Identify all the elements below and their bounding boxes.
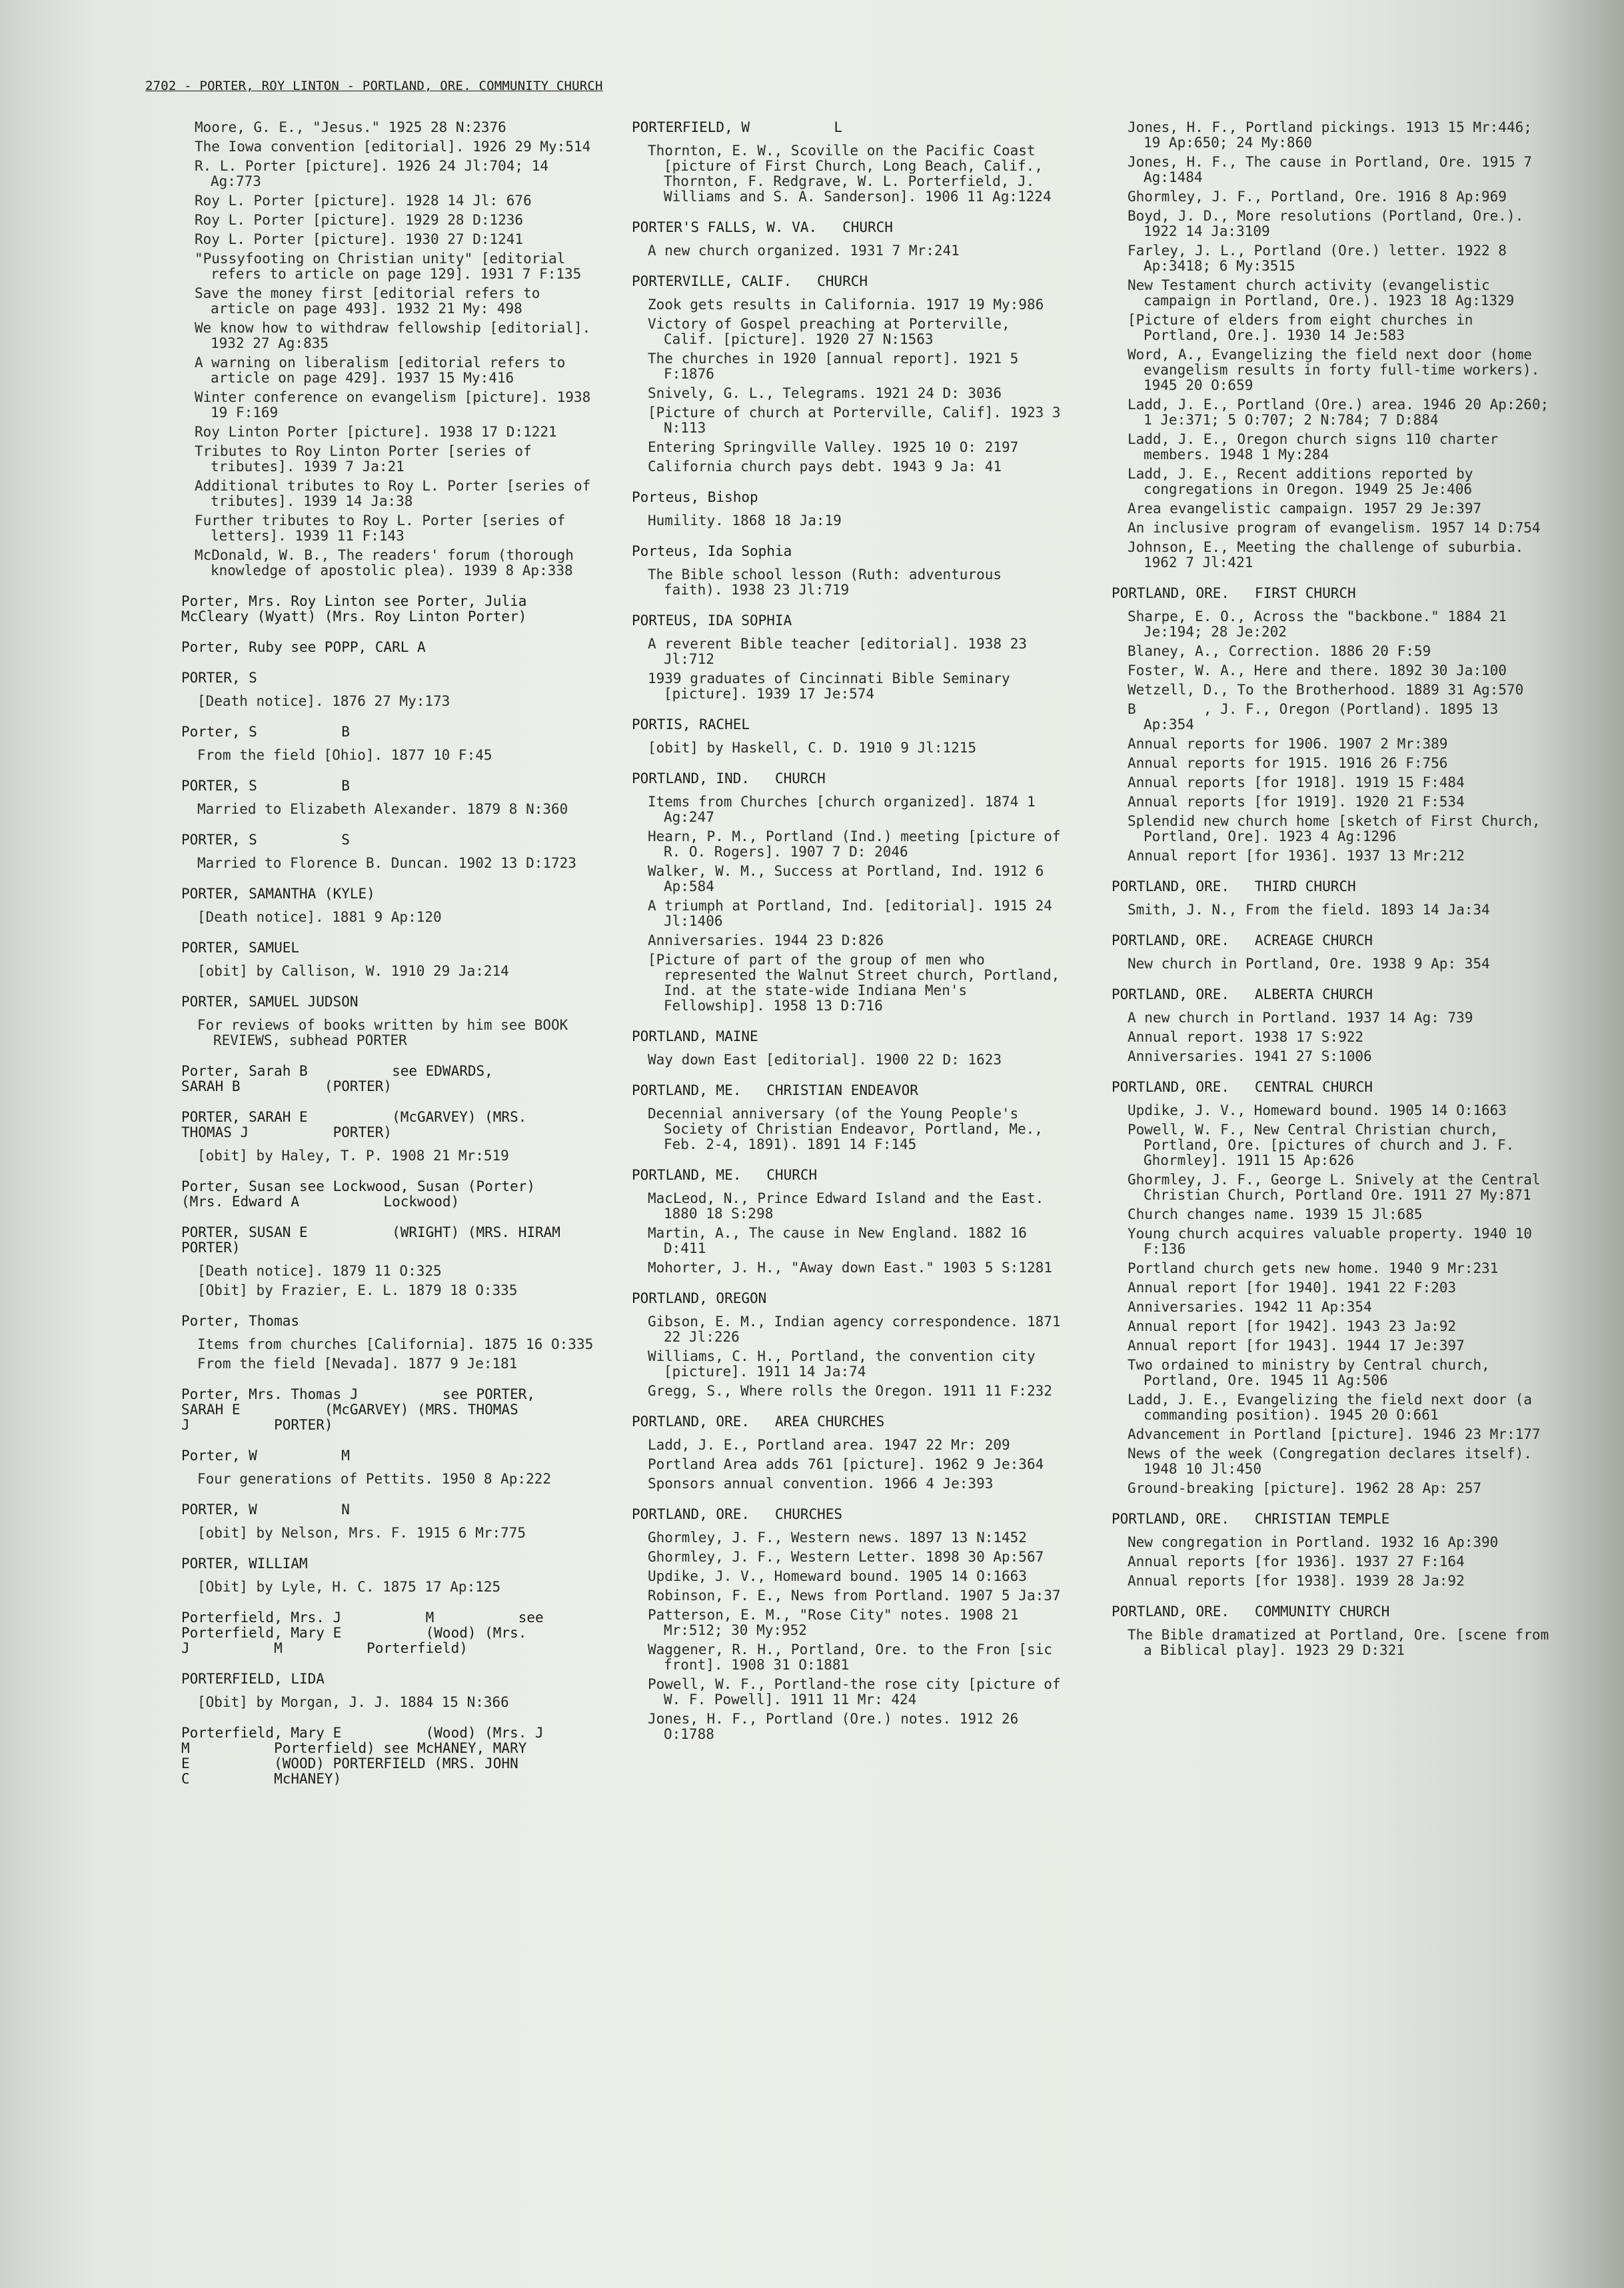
index-section xyxy=(632,1083,1065,1152)
index-entry: A new church organized. 1931 7 Mr:241 xyxy=(648,243,960,259)
index-entry: Ladd, J. E., Portland (Ore.) area. 1946 20 Ap:260; 1 Je:371; 5 O:707; 2 N:784; 7 D:884 xyxy=(1128,397,1557,428)
index-entry: Annual reports for 1906. 1907 2 Mr:389 xyxy=(1128,736,1448,752)
index-entry: The Bible school lesson (Ruth: adventurous faith). 1938 23 Jl:719 xyxy=(648,567,1010,598)
index-heading: PORTLAND, ORE. FIRST CHURCH xyxy=(1112,585,1356,601)
index-section xyxy=(1112,933,1551,972)
index-entry: The Bible dramatized at Portland, Ore. [scene from a Biblical play]. 1923 29 D:321 xyxy=(1128,1627,1557,1658)
index-heading: PORTERFIELD, LIDA xyxy=(181,1671,325,1687)
index-heading: Porter, W M xyxy=(181,1448,350,1464)
index-entry: Updike, J. V., Homeward bound. 1905 14 O:1663 xyxy=(648,1568,1027,1584)
index-entry: New Testament church activity (evangelistic campaign in Portland, Ore.). 1923 18 Ag:1329 xyxy=(1128,277,1515,309)
index-entry: "Pussyfooting on Christian unity" [editorial refers to article on page 129]. 1931 7 F:135 xyxy=(195,251,582,282)
index-heading: PORTER, S S xyxy=(181,832,350,848)
index-section xyxy=(181,670,594,709)
index-heading: PORTLAND, ORE. THIRD CHURCH xyxy=(1112,878,1356,894)
index-section xyxy=(1112,879,1551,918)
index-entry: A reverent Bible teacher [editorial]. 1938 23 Jl:712 xyxy=(648,636,1036,667)
index-entry: Portland church gets new home. 1940 9 Mr:231 xyxy=(1128,1260,1499,1276)
index-heading: Porterfield, Mrs. J M see Porterfield, Mary E (Wood) (Mrs. J M Porterfield) xyxy=(181,1610,544,1656)
index-entry: Roy L. Porter [picture]. 1928 14 Jl: 676 xyxy=(195,193,532,209)
index-entry: The Iowa convention [editorial]. 1926 29 My:514 xyxy=(195,139,591,155)
index-entry: Ground-breaking [picture]. 1962 28 Ap: 257 xyxy=(1128,1480,1482,1496)
index-entry: Annual reports [for 1918]. 1919 15 F:484 xyxy=(1128,774,1465,790)
index-entry: [Picture of part of the group of men who represented the Walnut Street church, Portland, Ind. at the state-wide Indiana Men's Fellowship]. 1958 13 D:716 xyxy=(648,952,1068,1014)
index-entry: [Death notice]. 1879 11 O:325 xyxy=(197,1263,442,1279)
index-entry: California church pays debt. 1943 9 Ja: 41 xyxy=(648,459,1002,475)
index-heading: Porter, Mrs. Roy Linton see Porter, Julia McCleary (Wyatt) (Mrs. Roy Linton Porter) xyxy=(181,593,536,624)
index-section xyxy=(1112,1080,1551,1496)
index-section xyxy=(181,119,599,578)
index-entry: Sponsors annual convention. 1966 4 Je:393 xyxy=(648,1476,994,1492)
index-entry: Hearn, P. M., Portland (Ind.) meeting [picture of R. O. Rogers]. 1907 7 D: 2046 xyxy=(648,828,1070,860)
index-heading: PORTER, W N xyxy=(181,1502,350,1518)
index-entry: Williams, C. H., Portland, the convention city [picture]. 1911 14 Ja:74 xyxy=(648,1348,1044,1380)
index-heading: PORTLAND, ORE. CENTRAL CHURCH xyxy=(1112,1079,1373,1095)
index-entry: Martin, A., The cause in New England. 1882 16 D:411 xyxy=(648,1225,1036,1256)
index-heading: PORTER, S xyxy=(181,670,257,686)
index-section xyxy=(632,273,1070,475)
index-entry: Items from churches [California]. 1875 16 O:335 xyxy=(197,1336,594,1352)
index-heading: Porteus, Bishop xyxy=(632,489,758,505)
index-entry: Humility. 1868 18 Ja:19 xyxy=(648,513,842,529)
index-entry: The churches in 1920 [annual report]. 1921 5 F:1876 xyxy=(648,351,1027,382)
index-entry: Annual report [for 1942]. 1943 23 Ja:92 xyxy=(1128,1318,1457,1334)
index-entry: Foster, W. A., Here and there. 1892 30 Ja:100 xyxy=(1128,662,1507,678)
index-heading: PORTLAND, OREGON xyxy=(632,1290,767,1306)
index-entry: Wetzell, D., To the Brotherhood. 1889 31 Ag:570 xyxy=(1128,682,1524,698)
index-entry: Annual reports [for 1938]. 1939 28 Ja:92 xyxy=(1128,1573,1465,1589)
index-heading: Porter, Sarah B see EDWARDS, SARAH B (PORTER) xyxy=(181,1063,493,1094)
index-section xyxy=(181,640,594,655)
index-heading: PORTLAND, ORE. CHRISTIAN TEMPLE xyxy=(1112,1511,1390,1527)
index-section xyxy=(632,1414,1065,1492)
index-entry: Powell, W. F., Portland-the rose city [picture of W. F. Powell]. 1911 11 Mr: 424 xyxy=(648,1676,1070,1708)
column-1 xyxy=(181,119,599,1802)
index-entry: Ladd, J. E., Portland area. 1947 22 Mr: 209 xyxy=(648,1437,1010,1453)
index-entry: Decennial anniversary (of the Young People's Society of Christian Endeavor, Portland, Me., Feb. 2-4, 1891). 1891 14 F:145 xyxy=(648,1106,1052,1152)
index-entry: Anniversaries. 1944 23 D:826 xyxy=(648,932,884,948)
index-entry: MacLeod, N., Prince Edward Island and the East. 1880 18 S:298 xyxy=(648,1190,1052,1222)
index-entry: Two ordained to ministry by Central church, Portland, Ore. 1945 11 Ag:506 xyxy=(1128,1357,1499,1388)
index-entry: Ghormley, J. F., Western Letter. 1898 30 Ap:567 xyxy=(648,1549,1044,1565)
index-entry: Mohorter, J. H., "Away down East." 1903 5 S:1281 xyxy=(648,1260,1052,1276)
index-heading: PORTER, SUSAN E (WRIGHT) (MRS. HIRAM PORTER) xyxy=(181,1224,560,1256)
column-2 xyxy=(632,119,1070,1757)
index-heading: PORTLAND, ORE. COMMUNITY CHURCH xyxy=(1112,1604,1390,1620)
index-section xyxy=(632,613,1065,702)
index-entry: Zook gets results in California. 1917 19 My:986 xyxy=(648,297,1044,313)
index-heading: PORTLAND, MAINE xyxy=(632,1028,758,1044)
index-entry: From the field [Ohio]. 1877 10 F:45 xyxy=(197,747,492,763)
index-entry: Thornton, E. W., Scoville on the Pacific Coast [picture of First Church, Long Beach, Calif., Thornton, F. Redgrave, W. L. Porterfield, J. Williams and S. A. Sanderson]. 1906 11 Ag:1224 xyxy=(648,143,1052,205)
index-entry: Anniversaries. 1941 27 S:1006 xyxy=(1128,1048,1372,1064)
index-section xyxy=(632,220,1065,259)
index-entry: Annual reports [for 1919]. 1920 21 F:534 xyxy=(1128,794,1465,810)
index-heading: PORTLAND, ORE. ACREAGE CHURCH xyxy=(1112,932,1373,948)
index-entry: 1939 graduates of Cincinnati Bible Seminary [picture]. 1939 17 Je:574 xyxy=(648,670,1019,702)
index-entry: [Obit] by Morgan, J. J. 1884 15 N:366 xyxy=(197,1694,509,1710)
index-entry: Johnson, E., Meeting the challenge of suburbia. 1962 7 Jl:421 xyxy=(1128,539,1532,571)
index-entry: Annual report [for 1940]. 1941 22 F:203 xyxy=(1128,1280,1457,1296)
index-heading: PORTIS, RACHEL xyxy=(632,716,750,732)
index-entry: Gregg, S., Where rolls the Oregon. 1911 11 F:232 xyxy=(648,1383,1052,1399)
index-heading: PORTER, SAMANTHA (KYLE) xyxy=(181,886,375,902)
index-section xyxy=(632,1029,1065,1068)
index-entry: A warning on liberalism [editorial refers to article on page 429]. 1937 15 My:416 xyxy=(195,355,574,386)
index-entry: Entering Springville Valley. 1925 10 O: 2197 xyxy=(648,439,1019,455)
index-section xyxy=(181,886,594,925)
index-heading: PORTER, S B xyxy=(181,778,350,794)
index-entry: Church changes name. 1939 15 Jl:685 xyxy=(1128,1206,1423,1222)
index-section xyxy=(1112,1604,1557,1658)
index-section xyxy=(181,1448,594,1487)
index-heading: PORTERVILLE, CALIF. CHURCH xyxy=(632,273,868,289)
index-heading: PORTLAND, IND. CHURCH xyxy=(632,770,826,786)
index-heading: PORTER, SARAH E (McGARVEY) (MRS. THOMAS J PORTER) xyxy=(181,1109,527,1140)
index-section xyxy=(181,1179,594,1210)
index-entry: Blaney, A., Correction. 1886 20 F:59 xyxy=(1128,643,1431,659)
index-entry: [obit] by Nelson, Mrs. F. 1915 6 Mr:775 xyxy=(197,1525,526,1541)
index-entry: Boyd, J. D., More resolutions (Portland, Ore.). 1922 14 Ja:3109 xyxy=(1128,208,1532,239)
index-entry: Annual report [for 1943]. 1944 17 Je:397 xyxy=(1128,1338,1465,1354)
index-entry: [Obit] by Frazier, E. L. 1879 18 O:335 xyxy=(197,1282,518,1298)
index-entry: Tributes to Roy Linton Porter [series of tributes]. 1939 7 Ja:21 xyxy=(195,443,540,475)
index-heading: Porter, Thomas xyxy=(181,1313,300,1329)
index-entry: Robinson, F. E., News from Portland. 1907 5 Ja:37 xyxy=(648,1588,1061,1604)
index-entry: New congregation in Portland. 1932 16 Ap:390 xyxy=(1128,1534,1499,1550)
index-entry: Married to Elizabeth Alexander. 1879 8 N:360 xyxy=(197,801,568,817)
index-entry: Patterson, E. M., "Rose City" notes. 1908 21 Mr:512; 30 My:952 xyxy=(648,1607,1027,1638)
index-entry: Save the money first [editorial refers to article on page 493]. 1932 21 My: 498 xyxy=(195,285,549,317)
index-section xyxy=(632,490,1065,529)
index-entry: Young church acquires valuable property. 1940 10 F:136 xyxy=(1128,1226,1541,1257)
index-entry: Word, A., Evangelizing the field next door (home evangelism results in forty full-time workers). 1945 20 O:659 xyxy=(1128,347,1548,393)
index-entry: Jones, H. F., The cause in Portland, Ore. 1915 7 Ag:1484 xyxy=(1128,154,1541,185)
index-entry: Annual report [for 1936]. 1937 13 Mr:212 xyxy=(1128,848,1465,864)
index-entry: [Picture of elders from eight churches in Portland, Ore.]. 1930 14 Je:583 xyxy=(1128,312,1482,343)
index-entry: Powell, W. F., New Central Christian church, Portland, Ore. [pictures of church and J. F. Ghormley]. 1911 15 Ap:626 xyxy=(1128,1122,1523,1168)
index-entry: Advancement in Portland [picture]. 1946 23 Mr:177 xyxy=(1128,1426,1541,1442)
index-section xyxy=(632,1290,1070,1399)
index-section xyxy=(181,594,594,624)
index-entry: Additional tributes to Roy L. Porter [series of tributes]. 1939 14 Ja:38 xyxy=(195,478,599,509)
index-entry: Annual report. 1938 17 S:922 xyxy=(1128,1029,1364,1045)
index-section xyxy=(181,1225,594,1298)
index-entry: Splendid new church home [sketch of First Church, Portland, Ore]. 1923 4 Ag:1296 xyxy=(1128,813,1549,844)
index-section xyxy=(181,994,594,1048)
index-entry: [Picture of church at Porterville, Calif]. 1923 3 N:113 xyxy=(648,405,1070,436)
index-section xyxy=(181,940,594,979)
index-entry: Roy L. Porter [picture]. 1929 28 D:1236 xyxy=(195,212,524,228)
index-entry: For reviews of books written by him see BOOK REVIEWS, subhead PORTER xyxy=(197,1017,576,1048)
index-entry: Snively, G. L., Telegrams. 1921 24 D: 3036 xyxy=(648,385,1002,401)
index-entry: Victory of Gospel preaching at Porterville, Calif. [picture]. 1920 27 N:1563 xyxy=(648,316,1019,347)
index-section xyxy=(632,544,1065,598)
index-section xyxy=(181,1314,594,1372)
index-heading: Porter, Mrs. Thomas J see PORTER, SARAH E (McGARVEY) (MRS. THOMAS J PORTER) xyxy=(181,1386,536,1433)
index-entry: Jones, H. F., Portland (Ore.) notes. 1912 26 O:1788 xyxy=(648,1711,1027,1742)
index-heading: PORTLAND, ME. CHRISTIAN ENDEAVOR xyxy=(632,1082,918,1098)
running-head: 2702 - PORTER, ROY LINTON - PORTLAND, ORE. COMMUNITY CHURCH xyxy=(145,79,603,93)
index-entry: Gibson, E. M., Indian agency correspondence. 1871 22 Jl:226 xyxy=(648,1314,1070,1345)
index-heading: Porter, S B xyxy=(181,724,350,740)
index-section xyxy=(181,1725,594,1787)
index-heading: Porterfield, Mary E (Wood) (Mrs. J M Porterfield) see McHANEY, MARY E (WOOD) PORTERFIELD (MRS. JOHN C McHANEY) xyxy=(181,1725,544,1787)
index-entry: Updike, J. V., Homeward bound. 1905 14 O:1663 xyxy=(1128,1102,1507,1118)
index-section xyxy=(632,770,1070,1014)
index-heading: PORTER, WILLIAM xyxy=(181,1556,308,1572)
index-entry: Moore, G. E., "Jesus." 1925 28 N:2376 xyxy=(195,119,506,135)
index-entry: Roy Linton Porter [picture]. 1938 17 D:1221 xyxy=(195,424,557,440)
index-entry: [Obit] by Lyle, H. C. 1875 17 Ap:125 xyxy=(197,1579,501,1595)
index-entry: Smith, J. N., From the field. 1893 14 Ja:34 xyxy=(1128,902,1490,918)
index-heading: PORTER'S FALLS, W. VA. CHURCH xyxy=(632,219,893,235)
index-entry: Ladd, J. E., Oregon church signs 110 charter members. 1948 1 My:284 xyxy=(1128,431,1507,463)
index-entry: News of the week (Congregation declares itself). 1948 10 Jl:450 xyxy=(1128,1446,1541,1477)
index-section xyxy=(632,1506,1070,1742)
column-3 xyxy=(1112,119,1557,1674)
index-entry: We know how to withdraw fellowship [editorial]. 1932 27 Ag:835 xyxy=(195,320,599,351)
index-entry: Sharpe, E. O., Across the "backbone." 1884 21 Je:194; 28 Je:202 xyxy=(1128,608,1515,640)
index-entry: Ghormley, J. F., Western news. 1897 13 N:1452 xyxy=(648,1530,1027,1546)
index-entry: Farley, J. L., Portland (Ore.) letter. 1922 8 Ap:3418; 6 My:3515 xyxy=(1128,243,1515,274)
index-heading: PORTLAND, ORE. AREA CHURCHES xyxy=(632,1414,885,1430)
index-entry: New church in Portland, Ore. 1938 9 Ap: 354 xyxy=(1128,956,1490,972)
index-entry: Ghormley, J. F., Portland, Ore. 1916 8 Ap:969 xyxy=(1128,189,1507,205)
index-heading: Porter, Ruby see POPP, CARL A xyxy=(181,639,426,655)
index-section xyxy=(181,778,594,817)
index-section xyxy=(181,1610,594,1656)
index-section xyxy=(632,717,1065,756)
index-entry: Ghormley, J. F., George L. Snively at the Central Christian Church, Portland Ore. 1911 27 My:871 xyxy=(1128,1172,1549,1203)
index-section xyxy=(1112,987,1551,1064)
index-entry: Items from Churches [church organized]. 1874 1 Ag:247 xyxy=(648,794,1044,825)
index-section xyxy=(181,1064,594,1094)
index-entry: Annual reports for 1915. 1916 26 F:756 xyxy=(1128,755,1448,771)
index-heading: PORTLAND, ME. CHURCH xyxy=(632,1167,818,1183)
index-entry: Walker, W. M., Success at Portland, Ind. 1912 6 Ap:584 xyxy=(648,863,1052,894)
index-section xyxy=(181,1502,594,1541)
index-entry: [Death notice]. 1876 27 My:173 xyxy=(197,693,450,709)
index-section xyxy=(181,724,594,763)
index-heading: PORTLAND, ORE. ALBERTA CHURCH xyxy=(1112,986,1373,1002)
index-section xyxy=(181,1110,594,1164)
index-entry: An inclusive program of evangelism. 1957 14 D:754 xyxy=(1128,520,1541,536)
index-entry: [obit] by Haskell, C. D. 1910 9 Jl:1215 xyxy=(648,740,977,756)
index-entry: Area evangelistic campaign. 1957 29 Je:397 xyxy=(1128,501,1482,517)
index-entry: [obit] by Callison, W. 1910 29 Ja:214 xyxy=(197,963,509,979)
index-entry: Further tributes to Roy L. Porter [series of letters]. 1939 11 F:143 xyxy=(195,513,574,544)
index-entry: Four generations of Pettits. 1950 8 Ap:222 xyxy=(197,1471,552,1487)
index-entry: Annual reports [for 1936]. 1937 27 F:164 xyxy=(1128,1554,1465,1570)
index-entry: [Death notice]. 1881 9 Ap:120 xyxy=(197,909,442,925)
index-entry: Way down East [editorial]. 1900 22 D: 1623 xyxy=(648,1052,1002,1068)
index-entry: Jones, H. F., Portland pickings. 1913 15 Mr:446; 19 Ap:650; 24 My:860 xyxy=(1128,119,1541,151)
index-section xyxy=(632,1168,1065,1276)
index-section xyxy=(181,1556,594,1595)
index-section xyxy=(181,832,594,871)
index-section xyxy=(181,1387,594,1433)
index-entry: Waggener, R. H., Portland, Ore. to the Fron [sic front]. 1908 31 O:1881 xyxy=(648,1642,1061,1673)
index-section xyxy=(1112,119,1557,571)
index-entry: Winter conference on evangelism [picture]. 1938 19 F:169 xyxy=(195,389,599,421)
index-heading: PORTER, SAMUEL JUDSON xyxy=(181,994,359,1010)
index-heading: PORTEUS, IDA SOPHIA xyxy=(632,612,792,628)
index-section xyxy=(1112,1512,1551,1589)
index-entry: A new church in Portland. 1937 14 Ag: 739 xyxy=(1128,1010,1473,1026)
index-entry: [obit] by Haley, T. P. 1908 21 Mr:519 xyxy=(197,1148,509,1164)
index-entry: McDonald, W. B., The readers' forum (thorough knowledge of apostolic plea). 1939 8 Ap:338 xyxy=(195,547,582,578)
index-entry: Ladd, J. E., Recent additions reported by congregations in Oregon. 1949 25 Je:406 xyxy=(1128,466,1482,497)
index-entry: Roy L. Porter [picture]. 1930 27 D:1241 xyxy=(195,231,524,247)
index-heading: Porter, Susan see Lockwood, Susan (Porter) (Mrs. Edward A Lockwood) xyxy=(181,1178,536,1210)
index-entry: Married to Florence B. Duncan. 1902 13 D:1723 xyxy=(197,855,576,871)
index-entry: Portland Area adds 761 [picture]. 1962 9 Je:364 xyxy=(648,1456,1044,1472)
index-entry: Anniversaries. 1942 11 Ap:354 xyxy=(1128,1299,1372,1315)
index-section xyxy=(632,120,1065,205)
index-entry: A triumph at Portland, Ind. [editorial]. 1915 24 Jl:1406 xyxy=(648,898,1061,929)
index-heading: PORTLAND, ORE. CHURCHES xyxy=(632,1506,843,1522)
index-entry: R. L. Porter [picture]. 1926 24 Jl:704; 14 Ag:773 xyxy=(195,158,557,189)
index-section xyxy=(181,1672,594,1710)
index-heading: Porteus, Ida Sophia xyxy=(632,543,792,559)
index-heading: PORTER, SAMUEL xyxy=(181,940,300,956)
index-entry: B , J. F., Oregon (Portland). 1895 13 Ap:354 xyxy=(1128,701,1507,732)
index-section xyxy=(1112,586,1551,864)
index-entry: Ladd, J. E., Evangelizing the field next door (a commanding position). 1945 20 O:661 xyxy=(1128,1392,1541,1423)
index-heading: PORTERFIELD, W L xyxy=(632,119,843,135)
index-entry: From the field [Nevada]. 1877 9 Je:181 xyxy=(197,1356,518,1372)
